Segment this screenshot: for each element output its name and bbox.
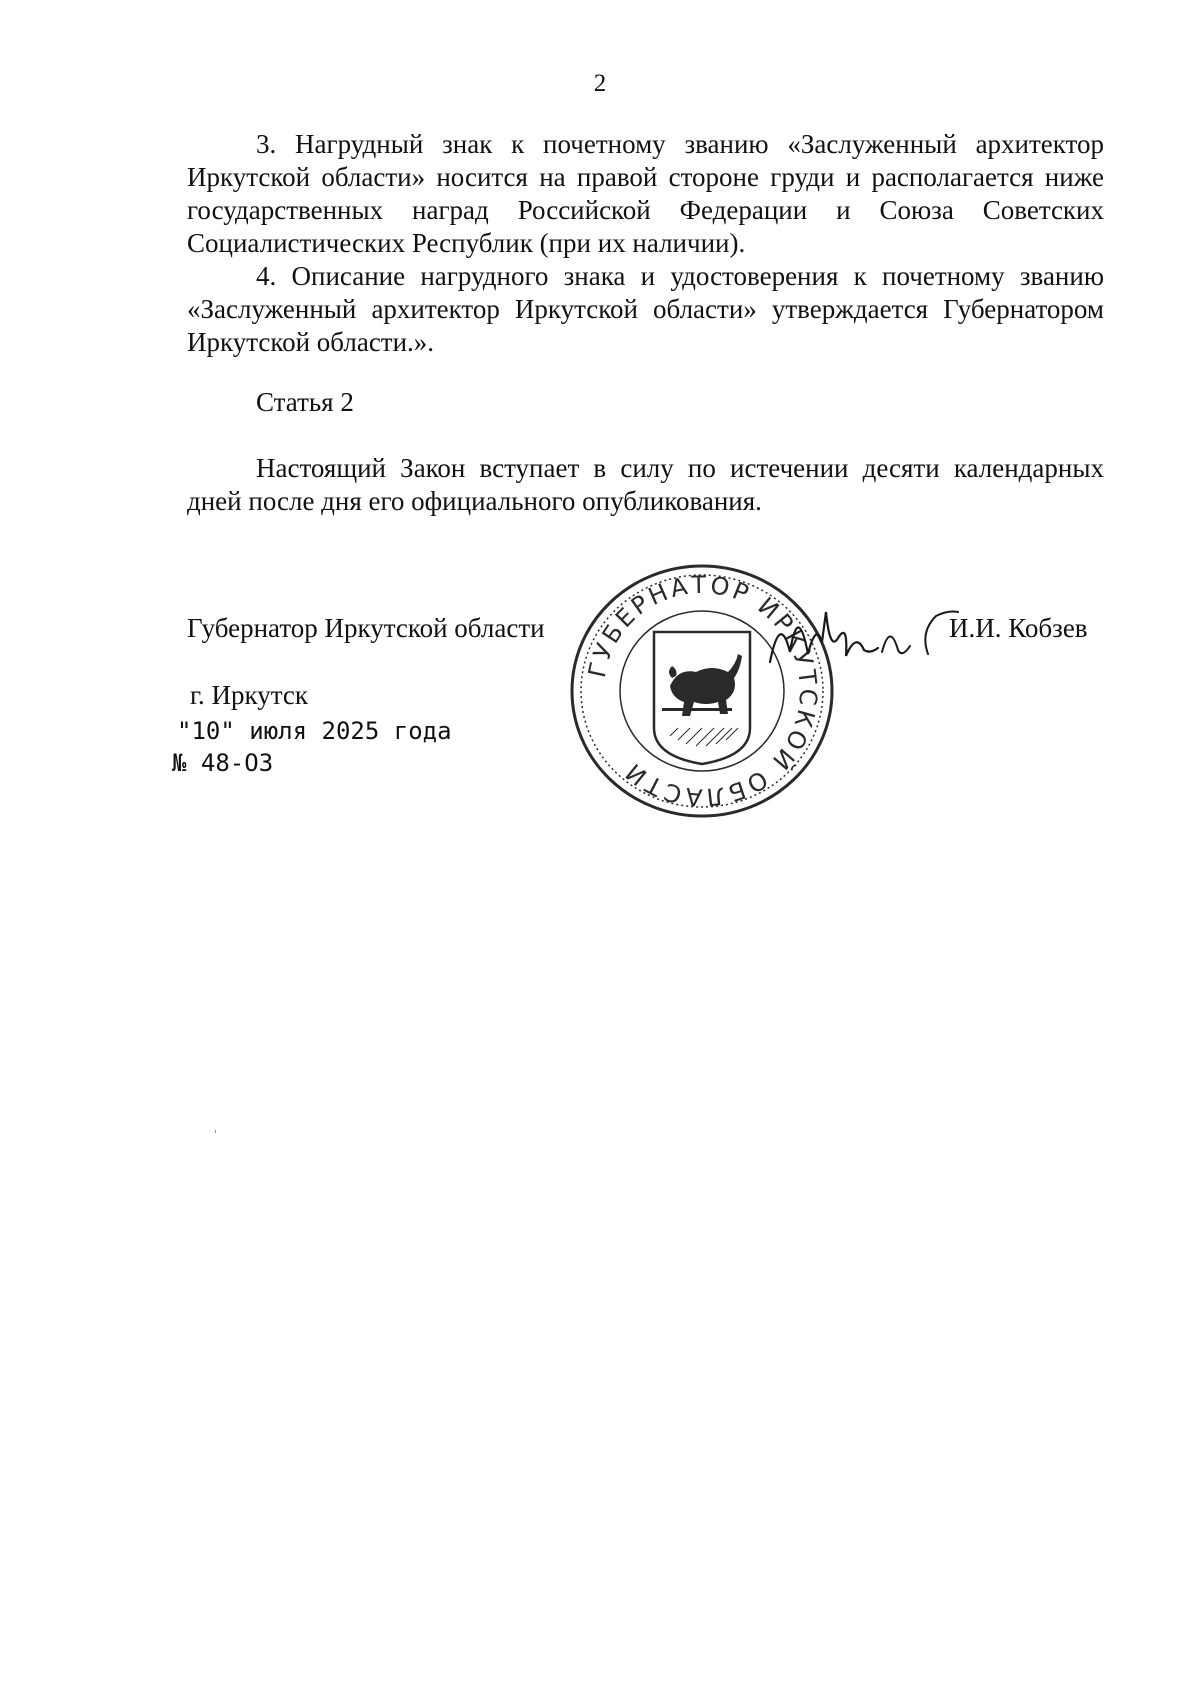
- signing-date: "10" июля 2025 года: [177, 717, 452, 745]
- paragraph-3: 3. Нагрудный знак к почетному званию «Заслуженный архитектор Иркутской области» носится на правой стороне груди и располагается ниже государственных наград Российской Федерации и Союза Советских Социалистических Республик (при их наличии).: [187, 129, 1104, 258]
- governor-name: И.И. Кобзев: [949, 613, 1088, 643]
- article-2-heading: Статья 2: [256, 387, 354, 417]
- article-2-paragraph: Настоящий Закон вступает в силу по истечении десяти календарных дней после дня его официального опубликования.: [187, 453, 1104, 516]
- amendment-text: [187, 128, 1104, 359]
- scan-artifact: [215, 1130, 216, 1133]
- article-2-text: [187, 452, 1104, 518]
- governor-title: Губернатор Иркутской области: [187, 613, 545, 643]
- paragraph-4: 4. Описание нагрудного знака и удостоверения к почетному званию «Заслуженный архитектор Иркутской области» утверждается Губернатором Иркутской области.».: [187, 261, 1104, 357]
- seal-text: ГУБЕРНАТОР ИРКУТСКОЙ ОБЛАСТИ: [582, 570, 823, 812]
- page-number: 2: [593, 70, 607, 97]
- signing-city: г. Иркутск: [190, 680, 308, 710]
- law-number: № 48-ОЗ: [172, 749, 274, 777]
- signature-icon: [760, 592, 960, 682]
